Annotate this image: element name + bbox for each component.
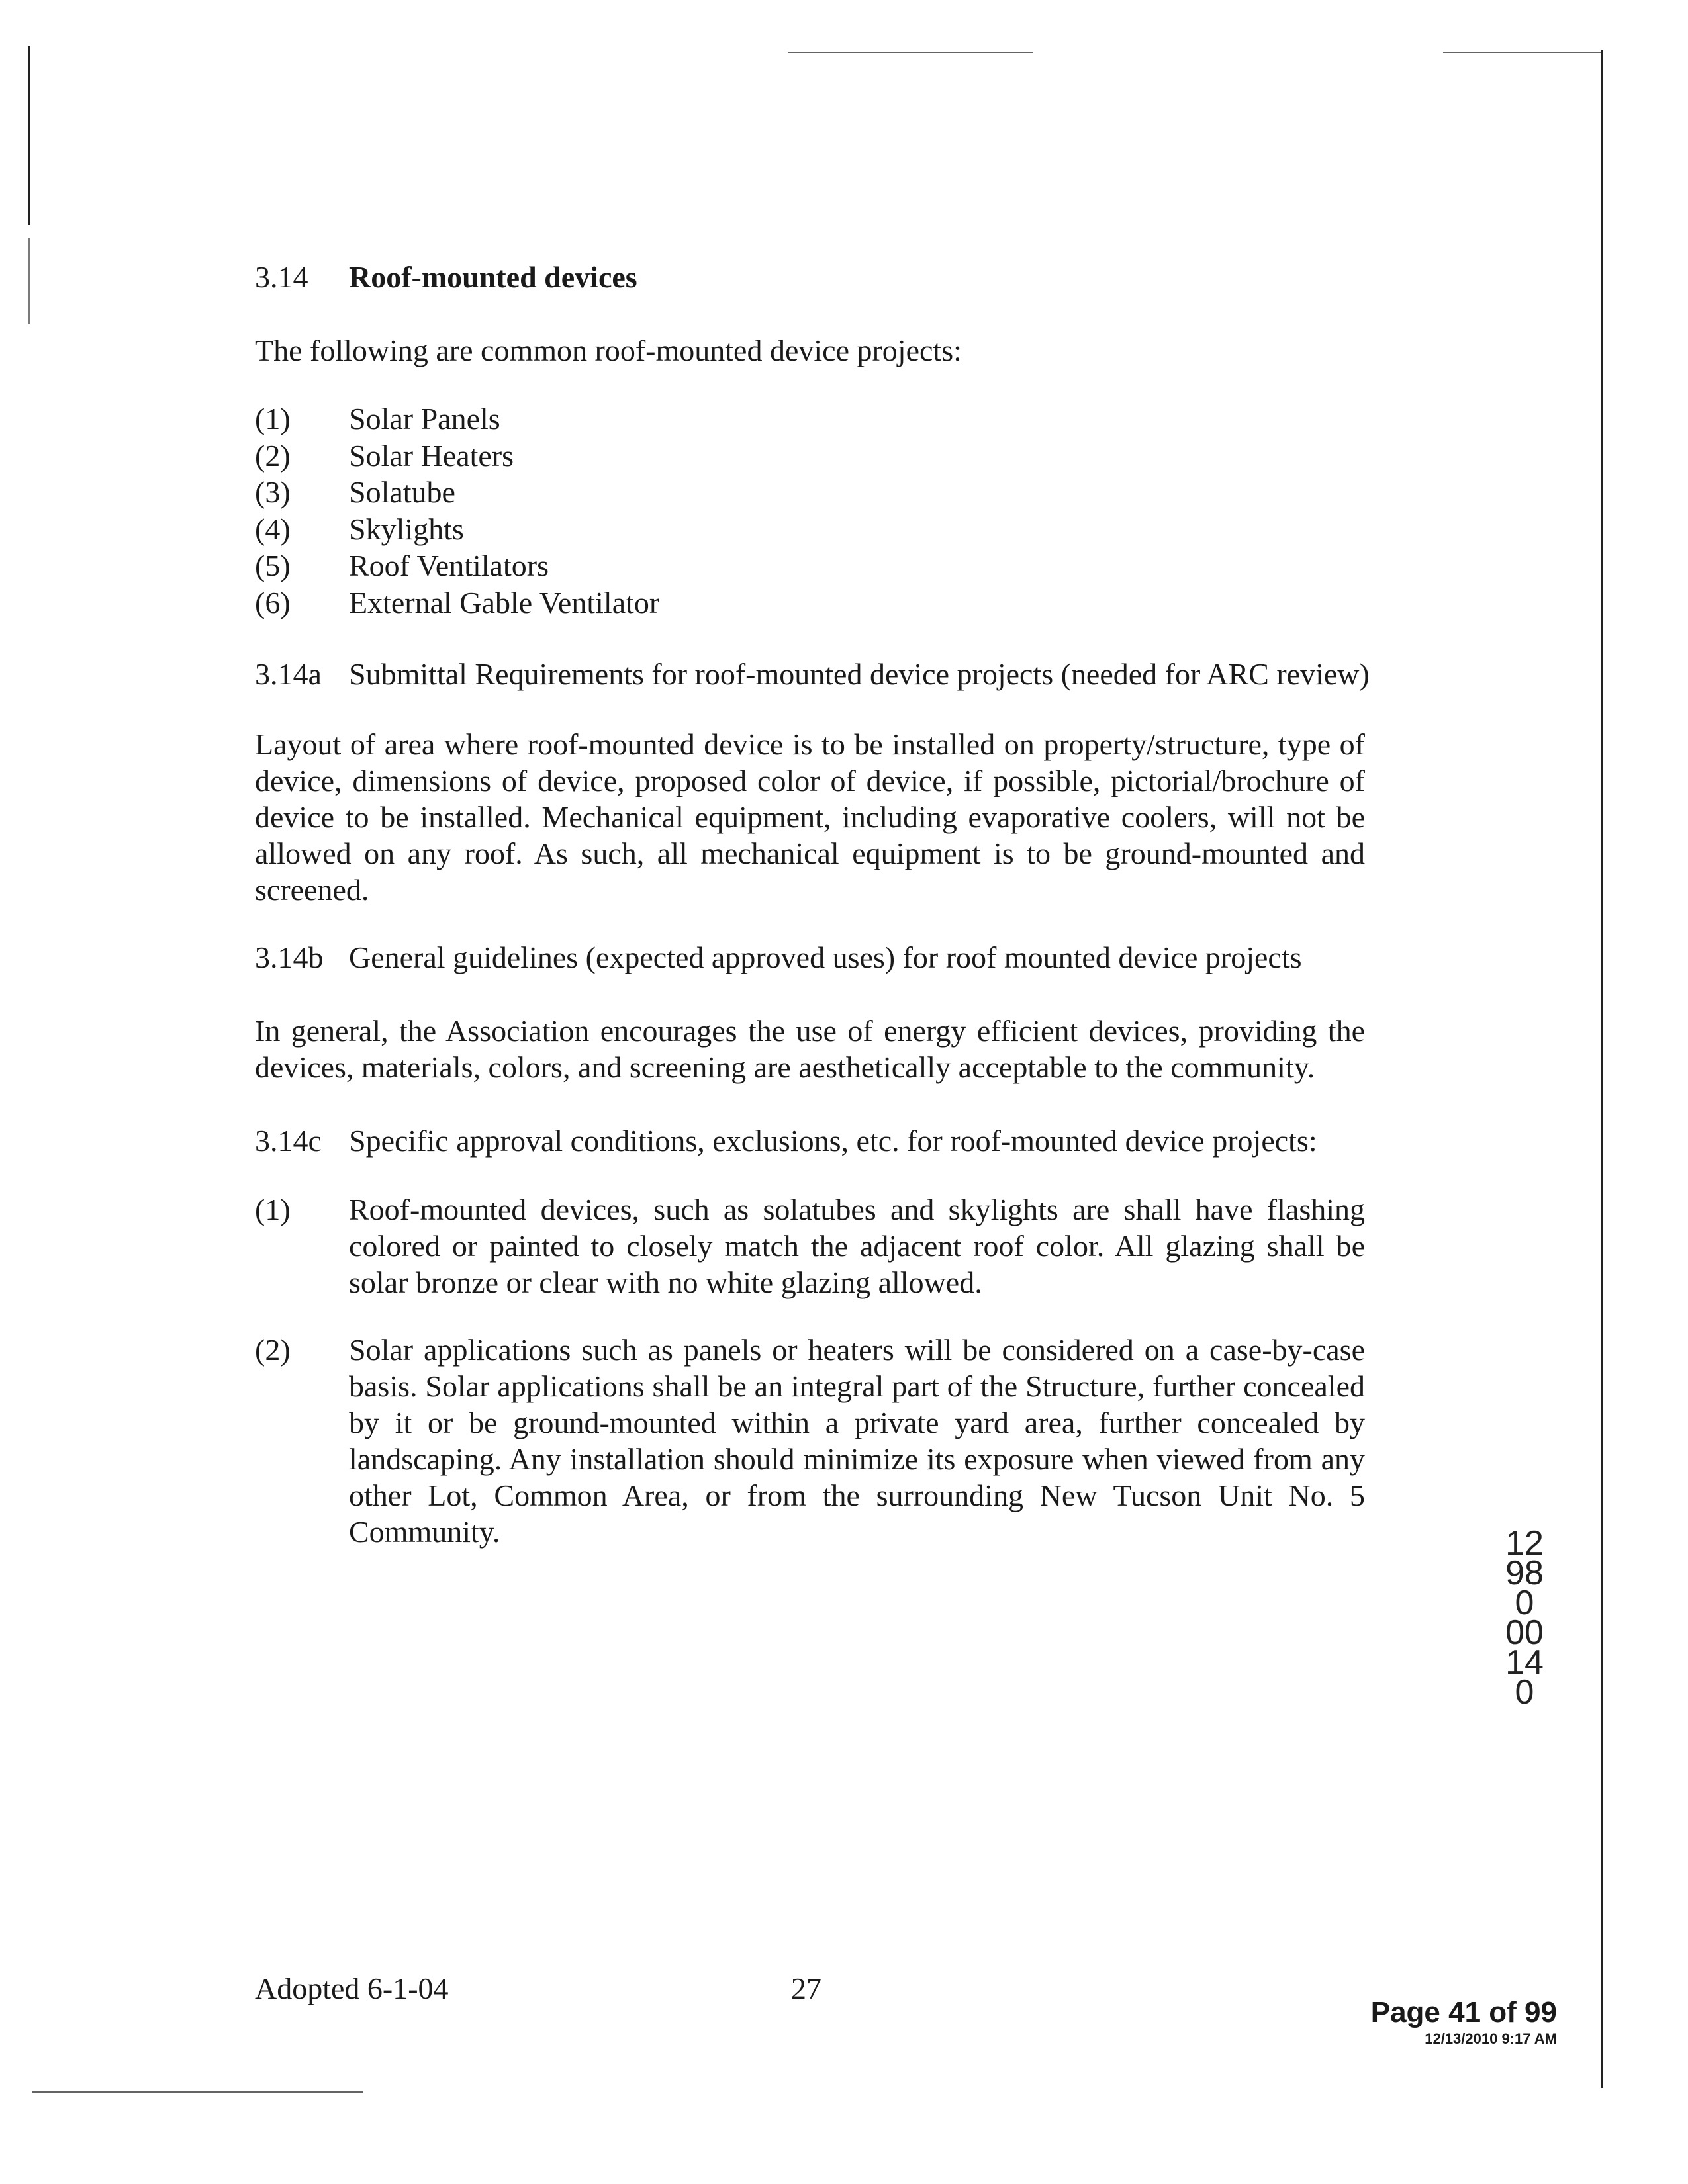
top-border-line: [788, 52, 1033, 53]
list-item-number: (3): [255, 475, 291, 509]
list-item-number: (2): [255, 438, 291, 473]
subsection-a-body: Layout of area where roof-mounted device is to be installed on property/structure, type of device, dimensions of device, proposed color of device, if possible, pictorial/brochure of device to be installed. Mechanical equipment, including evaporative coolers, will not be allowed on any roof. As such, all mechanical equipment is to be ground-mounted and screened.: [255, 727, 1365, 907]
list-item-number: (1): [255, 402, 291, 435]
left-border-line: [28, 46, 30, 225]
list-item-label: External Gable Ventilator: [349, 585, 660, 619]
subsection-a-title: Submittal Requirements for roof-mounted device projects (needed for ARC review): [349, 657, 1370, 691]
subsection-c-number: 3.14c: [255, 1124, 322, 1158]
subsection-a-heading: [255, 657, 1370, 692]
condition-text: Roof-mounted devices, such as solatubes and skylights are shall have flashing colored or painted to closely match the adjacent roof color. All glazing shall be solar bronze or clear with no white glazing allowed.: [349, 1193, 1365, 1299]
subsection-b-body: In general, the Association encourages the use of energy efficient devices, providing the devices, materials, colors, and screening are aesthetically acceptable to the community.: [255, 1014, 1365, 1084]
subsection-b-number: 3.14b: [255, 940, 324, 974]
subsection-a-number: 3.14a: [255, 657, 322, 691]
list-item-label: Solatube: [349, 475, 455, 509]
list-item-number: (6): [255, 585, 291, 619]
footer-page-number: 27: [791, 1972, 821, 2005]
list-item-label: Solar Panels: [349, 402, 500, 435]
condition-item: [255, 1332, 1365, 1550]
top-border-line-right: [1443, 52, 1602, 53]
condition-item: [255, 1191, 1365, 1300]
bottom-border-line: [32, 2091, 363, 2093]
stamp-page-label: Page 41 of 99: [1370, 1996, 1557, 2028]
stamp-datetime: 12/13/2010 9:17 AM: [1425, 2030, 1557, 2047]
section-intro: The following are common roof-mounted device projects:: [255, 334, 962, 367]
subsection-b-heading: [255, 940, 1302, 975]
section-number: 3.14: [255, 260, 308, 294]
subsection-b-title: General guidelines (expected approved uses) for roof mounted device projects: [349, 940, 1302, 974]
condition-number: (1): [255, 1193, 291, 1226]
list-item-label: Roof Ventilators: [349, 549, 549, 582]
footer-adopted-date: Adopted 6-1-04: [255, 1972, 449, 2005]
section-title: Roof-mounted devices: [349, 260, 637, 294]
list-item-label: Solar Heaters: [349, 438, 514, 473]
recording-number-stamp: 12980 00140: [1505, 1524, 1544, 1711]
right-border-line: [1601, 50, 1603, 2088]
list-item-number: (4): [255, 512, 291, 546]
subsection-c-title: Specific approval conditions, exclusions, etc. for roof-mounted device projects:: [349, 1124, 1317, 1158]
left-border-dash: [28, 238, 30, 324]
condition-number: (2): [255, 1333, 291, 1367]
condition-text: Solar applications such as panels or heaters will be considered on a case-by-case basis. Solar applications shall be an integral part of the Structure, further concealed by it or be ground-mounted within a private yard area, further concealed by landscaping. Any installation should minimize its exposure when viewed from any other Lot, Common Area, or from the surrounding New Tucson Unit No. 5 Community.: [349, 1333, 1365, 1549]
subsection-c-heading: [255, 1123, 1317, 1158]
list-item-label: Skylights: [349, 512, 464, 546]
list-item-number: (5): [255, 549, 291, 582]
